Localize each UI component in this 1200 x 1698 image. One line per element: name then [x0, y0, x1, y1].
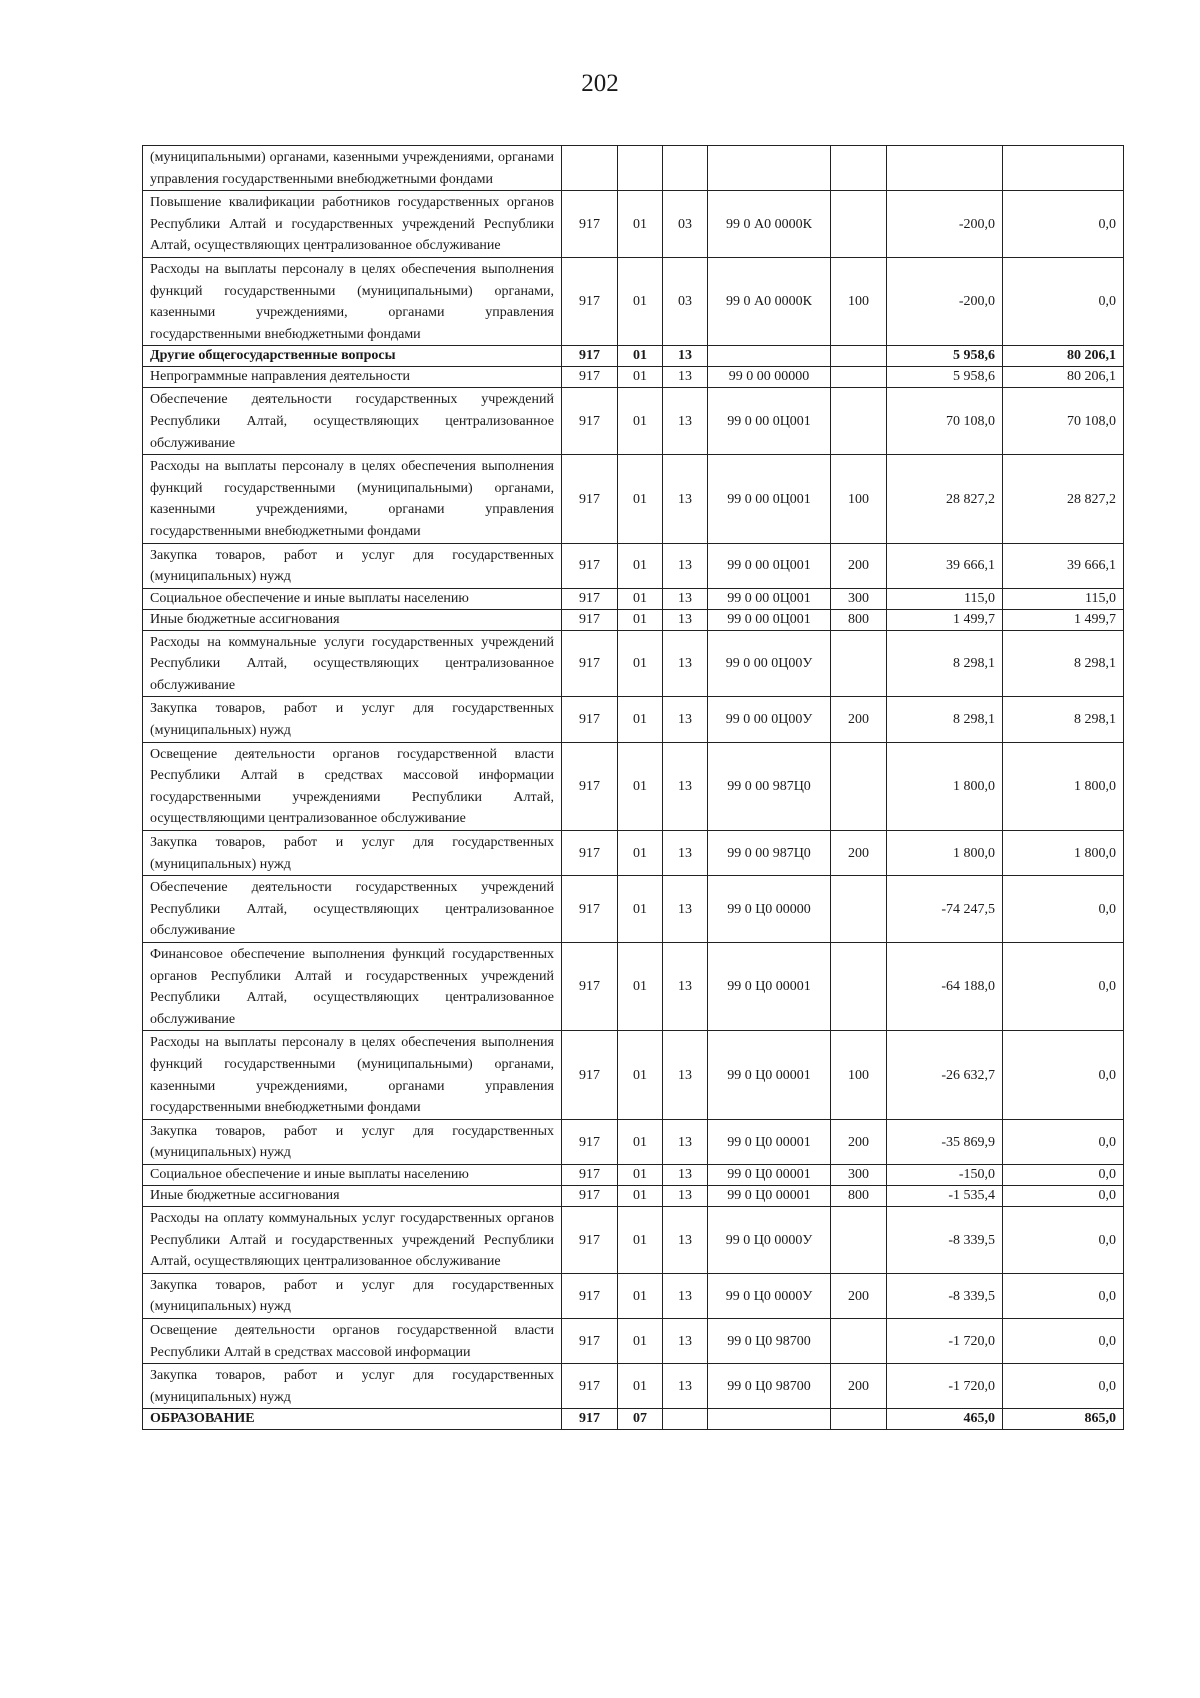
cell-expense-type [831, 367, 887, 388]
cell-ministry-code: 917 [562, 831, 618, 876]
cell-expense-type: 200 [831, 1364, 887, 1409]
cell-subsection-code: 13 [663, 1164, 708, 1185]
cell-target-article: 99 0 Ц0 00001 [708, 1031, 831, 1119]
cell-target-article: 99 0 00 0Ц001 [708, 588, 831, 609]
cell-target-article [708, 346, 831, 367]
cell-ministry-code: 917 [562, 742, 618, 830]
cell-subsection-code: 13 [663, 455, 708, 543]
cell-amount-first: -8 339,5 [887, 1206, 1003, 1273]
cell-subsection-code: 03 [663, 257, 708, 345]
table-body [143, 146, 1124, 1430]
cell-amount-second: 115,0 [1003, 588, 1124, 609]
cell-amount-second: 80 206,1 [1003, 346, 1124, 367]
table-row [143, 943, 1124, 1031]
cell-subsection-code: 13 [663, 367, 708, 388]
cell-section-code: 01 [618, 609, 663, 630]
cell-description: Финансовое обеспечение выполнения функций государственных органов Республики Алтай и государственных учреждений Республики Алтай, осуществляющих централизованное обслуживание [143, 943, 562, 1031]
cell-section-code [618, 146, 663, 191]
cell-description: Закупка товаров, работ и услуг для государственных (муниципальных) нужд [143, 1119, 562, 1164]
cell-section-code: 01 [618, 742, 663, 830]
cell-target-article: 99 0 Ц0 00001 [708, 1185, 831, 1206]
cell-ministry-code: 917 [562, 609, 618, 630]
cell-amount-first: 1 499,7 [887, 609, 1003, 630]
cell-section-code: 01 [618, 1119, 663, 1164]
cell-subsection-code: 13 [663, 697, 708, 742]
cell-subsection-code: 13 [663, 588, 708, 609]
cell-description: Расходы на выплаты персоналу в целях обеспечения выполнения функций государственными (муниципальными) органами, казенными учреждениями, органами управления государственными внебюджетными фондами [143, 257, 562, 345]
cell-description: Закупка товаров, работ и услуг для государственных (муниципальных) нужд [143, 1364, 562, 1409]
cell-description: Обеспечение деятельности государственных учреждений Республики Алтай, осуществляющих централизованное обслуживание [143, 388, 562, 455]
cell-target-article: 99 0 00 0Ц001 [708, 543, 831, 588]
cell-section-code: 01 [618, 1364, 663, 1409]
cell-expense-type: 100 [831, 455, 887, 543]
cell-amount-first: 5 958,6 [887, 346, 1003, 367]
cell-subsection-code: 13 [663, 388, 708, 455]
cell-amount-second: 0,0 [1003, 1185, 1124, 1206]
table-row [143, 876, 1124, 943]
cell-description: ОБРАЗОВАНИЕ [143, 1409, 562, 1430]
cell-amount-second: 8 298,1 [1003, 697, 1124, 742]
cell-amount-second: 0,0 [1003, 257, 1124, 345]
cell-target-article: 99 0 Ц0 0000У [708, 1273, 831, 1318]
cell-section-code: 01 [618, 543, 663, 588]
cell-amount-second: 0,0 [1003, 943, 1124, 1031]
cell-ministry-code: 917 [562, 367, 618, 388]
cell-expense-type: 300 [831, 1164, 887, 1185]
cell-description: Иные бюджетные ассигнования [143, 1185, 562, 1206]
table-row [143, 1164, 1124, 1185]
cell-section-code: 01 [618, 1318, 663, 1363]
table-row [143, 543, 1124, 588]
cell-amount-second: 0,0 [1003, 1164, 1124, 1185]
cell-subsection-code [663, 146, 708, 191]
cell-expense-type: 800 [831, 609, 887, 630]
cell-ministry-code: 917 [562, 943, 618, 1031]
cell-target-article: 99 0 00 00000 [708, 367, 831, 388]
cell-description: Расходы на оплату коммунальных услуг государственных органов Республики Алтай и государственных учреждений Республики Алтай, осуществляющих централизованное обслуживание [143, 1206, 562, 1273]
cell-expense-type [831, 742, 887, 830]
table-row [143, 1364, 1124, 1409]
cell-subsection-code: 13 [663, 609, 708, 630]
cell-ministry-code: 917 [562, 876, 618, 943]
cell-amount-first: -1 720,0 [887, 1364, 1003, 1409]
cell-description: Непрограммные направления деятельности [143, 367, 562, 388]
cell-ministry-code: 917 [562, 1273, 618, 1318]
table-row [143, 1409, 1124, 1430]
budget-table [142, 145, 1124, 1430]
cell-amount-second: 1 499,7 [1003, 609, 1124, 630]
cell-subsection-code: 13 [663, 1206, 708, 1273]
cell-expense-type: 200 [831, 831, 887, 876]
cell-subsection-code: 13 [663, 630, 708, 697]
cell-section-code: 01 [618, 1273, 663, 1318]
cell-amount-first: -200,0 [887, 257, 1003, 345]
cell-section-code: 01 [618, 630, 663, 697]
cell-amount-first: -26 632,7 [887, 1031, 1003, 1119]
cell-ministry-code: 917 [562, 1031, 618, 1119]
cell-section-code: 01 [618, 257, 663, 345]
cell-amount-first: -74 247,5 [887, 876, 1003, 943]
table-row [143, 257, 1124, 345]
table-row [143, 367, 1124, 388]
cell-amount-first: 39 666,1 [887, 543, 1003, 588]
table-row [143, 588, 1124, 609]
cell-section-code: 01 [618, 1164, 663, 1185]
cell-expense-type: 100 [831, 257, 887, 345]
cell-description: Обеспечение деятельности государственных учреждений Республики Алтай, осуществляющих централизованное обслуживание [143, 876, 562, 943]
cell-expense-type: 800 [831, 1185, 887, 1206]
table-row [143, 831, 1124, 876]
cell-section-code: 01 [618, 1031, 663, 1119]
cell-description: Расходы на выплаты персоналу в целях обеспечения выполнения функций государственными (муниципальными) органами, казенными учреждениями, органами управления государственными внебюджетными фондами [143, 455, 562, 543]
cell-amount-first [887, 146, 1003, 191]
cell-target-article: 99 0 Ц0 00001 [708, 1119, 831, 1164]
cell-expense-type: 200 [831, 543, 887, 588]
cell-ministry-code: 917 [562, 1206, 618, 1273]
cell-ministry-code: 917 [562, 388, 618, 455]
cell-expense-type: 300 [831, 588, 887, 609]
table-row [143, 1273, 1124, 1318]
cell-ministry-code: 917 [562, 257, 618, 345]
cell-amount-second: 0,0 [1003, 1206, 1124, 1273]
cell-amount-first: 8 298,1 [887, 697, 1003, 742]
table-row [143, 609, 1124, 630]
cell-description: Закупка товаров, работ и услуг для государственных (муниципальных) нужд [143, 543, 562, 588]
cell-section-code: 01 [618, 455, 663, 543]
cell-target-article: 99 0 А0 0000К [708, 191, 831, 258]
cell-target-article [708, 146, 831, 191]
cell-ministry-code: 917 [562, 543, 618, 588]
cell-description: Повышение квалификации работников государственных органов Республики Алтай и государственных учреждений Республики Алтай, осуществляющих централизованное обслуживание [143, 191, 562, 258]
table-row [143, 697, 1124, 742]
cell-target-article: 99 0 А0 0000К [708, 257, 831, 345]
cell-section-code: 01 [618, 588, 663, 609]
cell-description: Закупка товаров, работ и услуг для государственных (муниципальных) нужд [143, 697, 562, 742]
cell-description: Расходы на выплаты персоналу в целях обеспечения выполнения функций государственными (муниципальными) органами, казенными учреждениями, органами управления государственными внебюджетными фондами [143, 1031, 562, 1119]
cell-amount-first: 5 958,6 [887, 367, 1003, 388]
cell-expense-type [831, 943, 887, 1031]
cell-amount-first: 1 800,0 [887, 742, 1003, 830]
cell-ministry-code: 917 [562, 588, 618, 609]
cell-section-code: 01 [618, 367, 663, 388]
cell-expense-type: 200 [831, 697, 887, 742]
cell-amount-second: 0,0 [1003, 1364, 1124, 1409]
table-row [143, 1206, 1124, 1273]
cell-description: Закупка товаров, работ и услуг для государственных (муниципальных) нужд [143, 831, 562, 876]
cell-section-code: 01 [618, 697, 663, 742]
table-row [143, 1318, 1124, 1363]
cell-amount-first: -200,0 [887, 191, 1003, 258]
cell-subsection-code: 13 [663, 1273, 708, 1318]
cell-description: Освещение деятельности органов государственной власти Республики Алтай в средствах массовой информации государственными учреждениями Республики Алтай, осуществляющими централизованное обслуживание [143, 742, 562, 830]
cell-section-code: 01 [618, 1185, 663, 1206]
table-row [143, 455, 1124, 543]
cell-expense-type [831, 146, 887, 191]
cell-description: Закупка товаров, работ и услуг для государственных (муниципальных) нужд [143, 1273, 562, 1318]
cell-amount-first: -35 869,9 [887, 1119, 1003, 1164]
cell-expense-type [831, 876, 887, 943]
table-row [143, 388, 1124, 455]
cell-expense-type [831, 191, 887, 258]
cell-ministry-code: 917 [562, 630, 618, 697]
table-row [143, 146, 1124, 191]
cell-amount-first: 1 800,0 [887, 831, 1003, 876]
cell-section-code: 01 [618, 191, 663, 258]
cell-amount-second: 0,0 [1003, 191, 1124, 258]
cell-expense-type [831, 630, 887, 697]
cell-target-article: 99 0 00 987Ц0 [708, 831, 831, 876]
cell-ministry-code: 917 [562, 1164, 618, 1185]
cell-target-article: 99 0 00 0Ц001 [708, 388, 831, 455]
cell-amount-second: 8 298,1 [1003, 630, 1124, 697]
cell-amount-second: 28 827,2 [1003, 455, 1124, 543]
cell-subsection-code: 13 [663, 943, 708, 1031]
cell-ministry-code: 917 [562, 455, 618, 543]
cell-target-article [708, 1409, 831, 1430]
cell-amount-second: 0,0 [1003, 876, 1124, 943]
cell-ministry-code [562, 146, 618, 191]
cell-section-code: 01 [618, 831, 663, 876]
cell-amount-second: 39 666,1 [1003, 543, 1124, 588]
cell-ministry-code: 917 [562, 1119, 618, 1164]
cell-target-article: 99 0 Ц0 98700 [708, 1364, 831, 1409]
table-row [143, 191, 1124, 258]
cell-subsection-code: 13 [663, 742, 708, 830]
cell-amount-second: 865,0 [1003, 1409, 1124, 1430]
cell-target-article: 99 0 00 0Ц00У [708, 630, 831, 697]
cell-amount-second: 0,0 [1003, 1119, 1124, 1164]
cell-target-article: 99 0 00 0Ц00У [708, 697, 831, 742]
cell-subsection-code: 13 [663, 831, 708, 876]
cell-description: (муниципальными) органами, казенными учреждениями, органами управления государственными внебюджетными фондами [143, 146, 562, 191]
cell-target-article: 99 0 00 0Ц001 [708, 609, 831, 630]
cell-amount-second: 0,0 [1003, 1031, 1124, 1119]
cell-target-article: 99 0 00 0Ц001 [708, 455, 831, 543]
cell-subsection-code: 13 [663, 1364, 708, 1409]
cell-ministry-code: 917 [562, 346, 618, 367]
cell-description: Социальное обеспечение и иные выплаты населению [143, 1164, 562, 1185]
cell-section-code: 01 [618, 1206, 663, 1273]
cell-subsection-code: 13 [663, 1318, 708, 1363]
cell-amount-first: -8 339,5 [887, 1273, 1003, 1318]
cell-amount-second: 0,0 [1003, 1273, 1124, 1318]
cell-amount-first: 465,0 [887, 1409, 1003, 1430]
cell-target-article: 99 0 Ц0 00001 [708, 1164, 831, 1185]
cell-description: Социальное обеспечение и иные выплаты населению [143, 588, 562, 609]
cell-description: Иные бюджетные ассигнования [143, 609, 562, 630]
cell-target-article: 99 0 Ц0 00001 [708, 943, 831, 1031]
cell-subsection-code: 13 [663, 346, 708, 367]
cell-amount-second: 0,0 [1003, 1318, 1124, 1363]
cell-description: Расходы на коммунальные услуги государственных учреждений Республики Алтай, осуществляющих централизованное обслуживание [143, 630, 562, 697]
cell-ministry-code: 917 [562, 1185, 618, 1206]
cell-section-code: 07 [618, 1409, 663, 1430]
cell-ministry-code: 917 [562, 1364, 618, 1409]
cell-expense-type: 200 [831, 1119, 887, 1164]
cell-subsection-code: 13 [663, 1185, 708, 1206]
cell-ministry-code: 917 [562, 697, 618, 742]
cell-amount-second: 1 800,0 [1003, 742, 1124, 830]
cell-amount-first: -1 720,0 [887, 1318, 1003, 1363]
cell-subsection-code: 13 [663, 1031, 708, 1119]
table-row [143, 742, 1124, 830]
cell-expense-type [831, 1409, 887, 1430]
cell-target-article: 99 0 00 987Ц0 [708, 742, 831, 830]
table-row [143, 630, 1124, 697]
cell-ministry-code: 917 [562, 1409, 618, 1430]
table-row [143, 1119, 1124, 1164]
table-row [143, 1185, 1124, 1206]
cell-description: Другие общегосударственные вопросы [143, 346, 562, 367]
table-row [143, 1031, 1124, 1119]
cell-section-code: 01 [618, 388, 663, 455]
cell-amount-second: 1 800,0 [1003, 831, 1124, 876]
cell-section-code: 01 [618, 346, 663, 367]
cell-subsection-code [663, 1409, 708, 1430]
cell-amount-second: 70 108,0 [1003, 388, 1124, 455]
cell-expense-type [831, 346, 887, 367]
cell-amount-second: 80 206,1 [1003, 367, 1124, 388]
cell-ministry-code: 917 [562, 1318, 618, 1363]
cell-amount-first: 28 827,2 [887, 455, 1003, 543]
cell-amount-second [1003, 146, 1124, 191]
cell-subsection-code: 03 [663, 191, 708, 258]
table-row [143, 346, 1124, 367]
cell-target-article: 99 0 Ц0 0000У [708, 1206, 831, 1273]
cell-expense-type: 100 [831, 1031, 887, 1119]
cell-amount-first: 8 298,1 [887, 630, 1003, 697]
cell-section-code: 01 [618, 943, 663, 1031]
cell-section-code: 01 [618, 876, 663, 943]
cell-amount-first: 115,0 [887, 588, 1003, 609]
cell-amount-first: -1 535,4 [887, 1185, 1003, 1206]
cell-ministry-code: 917 [562, 191, 618, 258]
cell-expense-type [831, 1318, 887, 1363]
cell-subsection-code: 13 [663, 1119, 708, 1164]
cell-amount-first: -64 188,0 [887, 943, 1003, 1031]
cell-subsection-code: 13 [663, 543, 708, 588]
cell-expense-type: 200 [831, 1273, 887, 1318]
cell-description: Освещение деятельности органов государственной власти Республики Алтай в средствах массовой информации [143, 1318, 562, 1363]
page-number: 202 [581, 70, 619, 97]
cell-target-article: 99 0 Ц0 98700 [708, 1318, 831, 1363]
cell-subsection-code: 13 [663, 876, 708, 943]
cell-expense-type [831, 1206, 887, 1273]
cell-expense-type [831, 388, 887, 455]
cell-amount-first: 70 108,0 [887, 388, 1003, 455]
cell-target-article: 99 0 Ц0 00000 [708, 876, 831, 943]
cell-amount-first: -150,0 [887, 1164, 1003, 1185]
